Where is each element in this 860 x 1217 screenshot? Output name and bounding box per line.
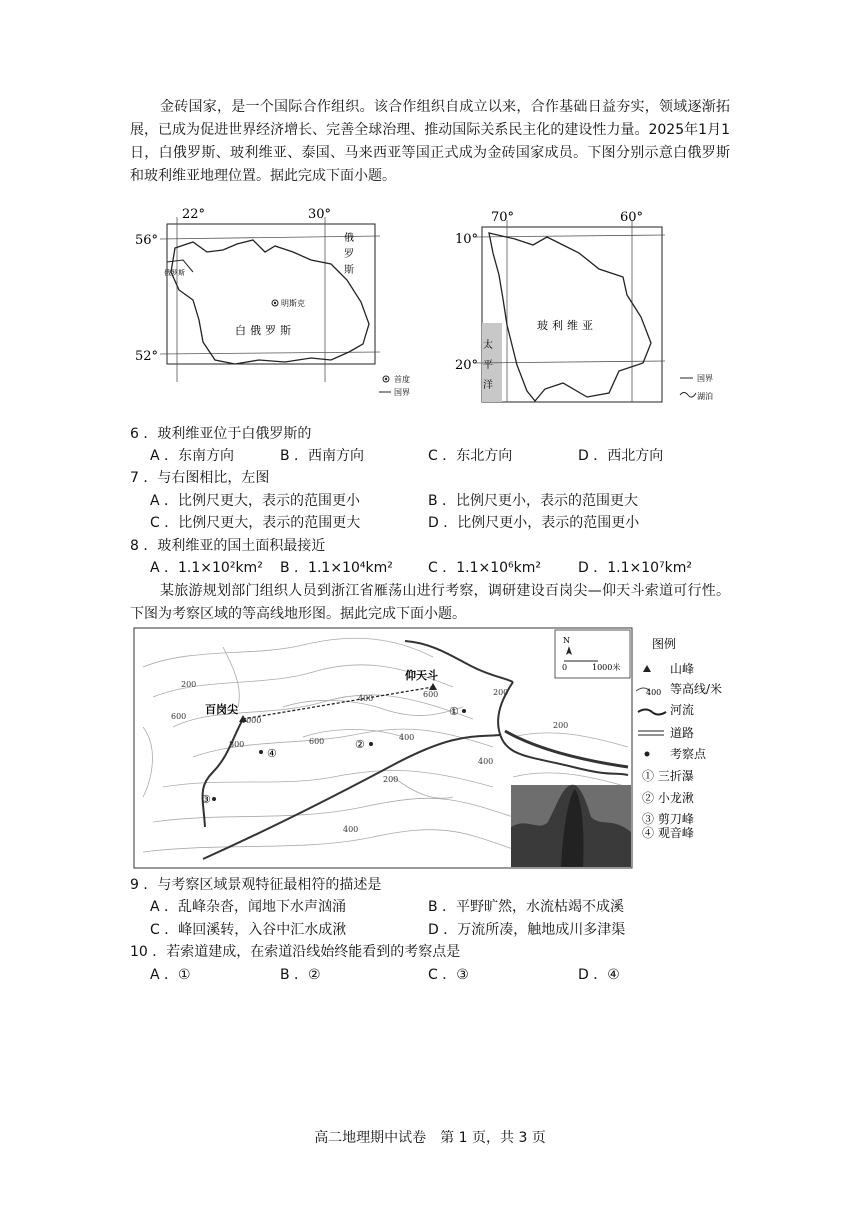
contour-label: 200 xyxy=(181,680,197,689)
peak-label-yangtiandou: 仰天斗 xyxy=(405,669,438,682)
legend-label: 道路 xyxy=(670,726,695,740)
intro-paragraph-2: 某旅游规划部门组织人员到浙江省雁荡山进行考察，调研建设百岗尖—仰天斗索道可行性。下图为考察区域的等高线地形图。据此完成下面小题。 xyxy=(130,583,730,622)
contour-label: 400 xyxy=(343,825,359,834)
belarus-lon-label: 22° xyxy=(182,207,206,222)
peak-icon xyxy=(643,665,651,672)
contour-label: 200 xyxy=(553,721,569,730)
contour-label: 200 xyxy=(383,775,399,784)
question-10-stem: 10 ．若索道建成，在索道沿线始终能看到的考察点是 xyxy=(130,944,461,960)
contour-label: 1000 xyxy=(241,716,262,725)
question-10-option-b[interactable]: B ．② xyxy=(280,967,321,983)
belarus-lat-label: 56° xyxy=(135,233,159,248)
question-9-option-d[interactable]: D ．万流所凑，触地成川多津渠 xyxy=(428,922,626,938)
question-8-stem: 8 ．玻利维亚的国土面积最接近 xyxy=(130,538,326,554)
question-7-stem: 7 ．与右图相比，左图 xyxy=(130,470,270,486)
legend-border-label: 国界 xyxy=(697,374,713,383)
question-9-option-b[interactable]: B ．平野旷然，水流枯竭不成溪 xyxy=(428,899,625,915)
legend-label: ① 三折瀑 xyxy=(642,769,694,783)
question-8-option-d[interactable]: D ．1.1×10⁷km² xyxy=(578,560,693,576)
belarus-map xyxy=(135,202,420,402)
bolivia-lat-label: 20° xyxy=(455,358,479,373)
survey-point-icon xyxy=(369,742,373,746)
legend-label: ③ 剪刀峰 xyxy=(642,812,694,826)
topo-legend xyxy=(636,634,731,839)
contour-label: 200 xyxy=(493,688,509,697)
peak-label-baigangjian: 百岗尖 xyxy=(205,703,238,716)
survey-point-icon xyxy=(462,709,466,713)
legend-label: 考察点 xyxy=(670,747,707,761)
belarus-lon-label: 30° xyxy=(308,207,332,222)
point-icon xyxy=(645,752,650,757)
contour-label: 600 xyxy=(171,712,187,721)
survey-point-label: ④ xyxy=(267,747,277,760)
scale-value: 1000米 xyxy=(592,663,621,672)
question-9-option-c[interactable]: C ．峰回溪转，入谷中汇水成湫 xyxy=(150,922,347,938)
survey-point-icon xyxy=(212,797,216,801)
bolivia-lat-label: 10° xyxy=(455,232,479,247)
contour-label: 400 xyxy=(478,757,494,766)
survey-point-label: ① xyxy=(449,705,459,718)
intro-paragraph-1: 金砖国家，是一个国际合作组织。该合作组织自成立以来，合作基础日益夯实，领域逐渐拓展，已成为促进世界经济增长、完善全球治理、推动国际关系民主化的建设性力量。2025年1月1日，白俄罗斯、玻利维亚、泰国、马来西亚等国正式成为金砖国家成员。下图分别示意白俄罗斯和玻利维亚地理位置。据此完成下面小题。 xyxy=(130,99,730,184)
legend-title: 图例 xyxy=(652,637,677,651)
contour-label: 400 xyxy=(358,694,374,703)
question-6-option-d[interactable]: D ．西北方向 xyxy=(578,448,664,464)
belarus-neighbor-west: 俄罗斯 xyxy=(164,269,185,277)
contour-label: 600 xyxy=(423,690,439,699)
legend-capital-label: 首度 xyxy=(394,375,410,384)
ocean-label: 太平洋 xyxy=(480,339,492,399)
legend-contour-value: 400 xyxy=(646,688,662,697)
topo-map xyxy=(133,627,633,869)
question-8-option-c[interactable]: C ．1.1×10⁶km² xyxy=(428,560,542,576)
contour-label: 800 xyxy=(229,740,245,749)
lake-legend-icon xyxy=(680,393,696,398)
belarus-neighbor-east: 俄罗斯 xyxy=(341,232,353,280)
legend-label: 山峰 xyxy=(670,662,695,676)
bolivia-lon-label: 70° xyxy=(491,210,515,225)
survey-point-icon xyxy=(259,750,263,754)
question-7-option-a[interactable]: A ．比例尺更大，表示的范围更小 xyxy=(150,493,361,509)
river-icon xyxy=(638,710,666,715)
legend-label: ② 小龙湫 xyxy=(642,791,694,805)
page-footer: 高二地理期中试卷 第 1 页，共 3 页 xyxy=(314,1130,546,1146)
question-10-option-a[interactable]: A ．① xyxy=(150,967,191,983)
question-6-option-a[interactable]: A ．东南方向 xyxy=(150,448,235,464)
belarus-country-label: 白俄罗斯 xyxy=(235,324,295,337)
survey-point-label: ② xyxy=(355,738,365,751)
contour-label: 400 xyxy=(399,733,415,742)
contour-label: 600 xyxy=(309,737,325,746)
question-7-option-b[interactable]: B ．比例尺更小，表示的范围更大 xyxy=(428,493,639,509)
survey-point-label: ③ xyxy=(201,793,211,806)
question-6-option-b[interactable]: B ．西南方向 xyxy=(280,448,365,464)
north-label: N xyxy=(563,636,570,645)
question-7-option-d[interactable]: D ．比例尺更小，表示的范围更小 xyxy=(428,515,640,531)
question-10-option-c[interactable]: C ．③ xyxy=(428,967,469,983)
question-8-option-a[interactable]: A ．1.1×10²km² xyxy=(150,560,263,576)
question-10-option-d[interactable]: D ．④ xyxy=(578,967,620,983)
question-9-stem: 9 ．与考察区域景观特征最相符的描述是 xyxy=(130,877,382,893)
legend-label: ④ 观音峰 xyxy=(642,826,694,839)
belarus-lat-label: 52° xyxy=(135,349,159,364)
bolivia-map xyxy=(455,205,735,405)
scale-zero: 0 xyxy=(562,663,568,672)
bolivia-country-label: 玻利维亚 xyxy=(537,319,597,332)
question-9-option-a[interactable]: A ．乱峰杂沓，闻地下水声汹涌 xyxy=(150,899,347,915)
legend-label: 等高线/米 xyxy=(670,682,723,696)
question-7-option-c[interactable]: C ．比例尺更大，表示的范围更大 xyxy=(150,515,361,531)
capital-label: 明斯克 xyxy=(281,299,305,308)
legend-border-label: 国界 xyxy=(394,388,410,397)
legend-lake-label: 湖泊 xyxy=(697,392,713,401)
bolivia-lon-label: 60° xyxy=(620,210,644,225)
question-8-option-b[interactable]: B ．1.1×10⁴km² xyxy=(280,560,393,576)
question-6-option-c[interactable]: C ．东北方向 xyxy=(428,448,513,464)
question-6-stem: 6 ．玻利维亚位于白俄罗斯的 xyxy=(130,426,312,442)
legend-label: 河流 xyxy=(670,703,695,717)
